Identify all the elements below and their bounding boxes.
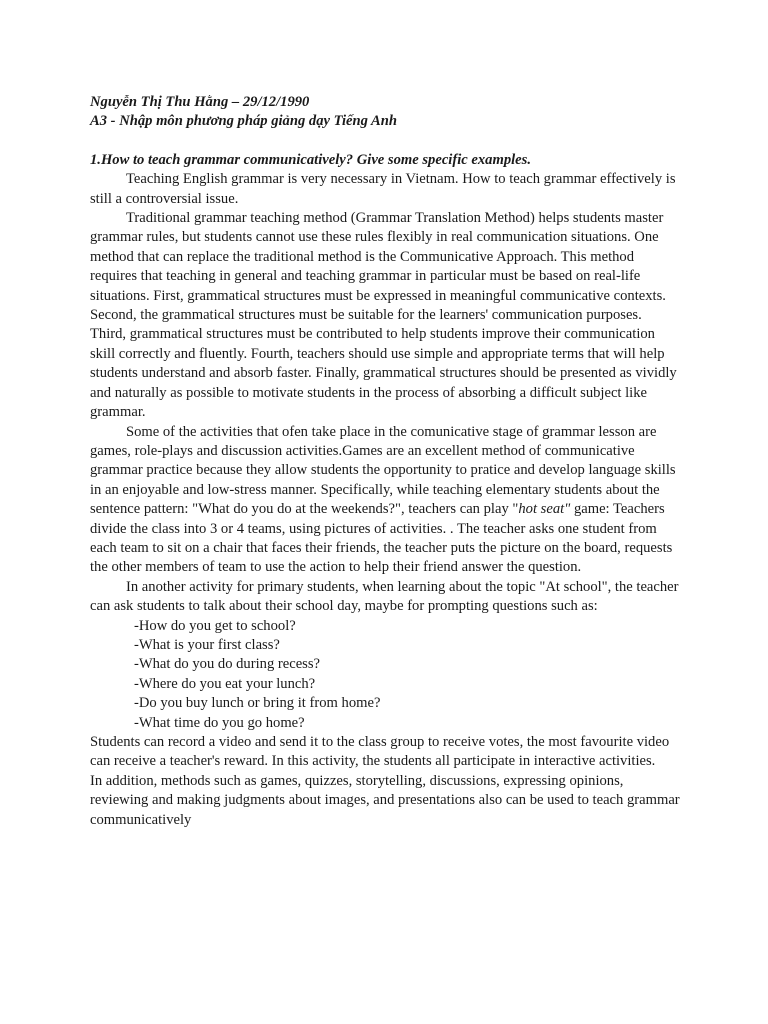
list-item: -What is your first class? — [134, 636, 280, 653]
paragraph-activities-text-2: game: Teachers divide the class into 3 or 4 teams, using pictures of activities. . The teacher asks one student from each team to sit on a chair that faces their friends, the teacher puts the picture on the board, requests the other members of team to use the action to help their friend answer the question. — [90, 501, 673, 576]
paragraph-intro: Teaching English grammar is very necessary in Vietnam. How to teach grammar effectively is still a controversial issue. — [90, 171, 676, 207]
list-item: -How do you get to school? — [134, 617, 296, 634]
author-line: Nguyễn Thị Thu Hằng – 29/12/1990 — [90, 94, 310, 110]
paragraph-conclusion: In addition, methods such as games, quizzes, storytelling, discussions, expressing opinions, reviewing and making judgments about images, and presentations also can be used to teach grammar communicatively — [90, 772, 680, 828]
paragraph-activities-text-1: Some of the activities that ofen take place in the comunicative stage of grammar lesson are games, role-plays and discussion activities.Games are an excellent method of communicative grammar practice because they allow students the opportunity to pratice and develop language skills in an enjoyable and low-stress manner. Specifically, while teaching elementary students about the sentence pattern: "What do you do at the weekends?", teachers can play " — [90, 423, 676, 518]
list-item: -Do you buy lunch or bring it from home? — [134, 695, 381, 712]
paragraph-method: Traditional grammar teaching method (Grammar Translation Method) helps students master grammar rules, but students cannot use these rules flexibly in real communication situations. One method that can replace the traditional method is the Communicative Approach. This method requires that teaching in general and teaching grammar in particular must be based on real-life situations. First, grammatical structures must be expressed in meaningful communicative contexts. Second, the grammatical structures must be suitable for the learners' communication purposes. Third, grammatical structures must be contributed to help students improve their communication skill correctly and fluently. Fourth, teachers should use simple and appropriate terms that will help students understand and absorb faster. Finally, grammatical structures should be presented as vividly and naturally as possible to motivate students in the process of absorbing a difficult subject like grammar. — [90, 210, 677, 421]
question-heading: 1.How to teach grammar communicatively? Give some specific examples. — [90, 151, 531, 168]
paragraph-activities — [90, 423, 680, 578]
hot-seat-emphasis: hot seat" — [518, 501, 571, 518]
document-header — [90, 93, 680, 132]
list-item: -What time do you go home? — [134, 714, 305, 731]
list-item: -What do you do during recess? — [134, 656, 321, 673]
document-page — [90, 93, 680, 830]
paragraph-video: Students can record a video and send it to the class group to receive votes, the most favourite video can receive a teacher's reward. In this activity, the students all participate in interactive activities. — [90, 734, 670, 770]
paragraph-primary-activity: In another activity for primary students, when learning about the topic "At school", the teacher can ask students to talk about their school day, maybe for prompting questions such as: — [90, 578, 679, 615]
prompting-questions-list — [90, 617, 680, 733]
course-line: A3 - Nhập môn phương pháp giảng dạy Tiếng Anh — [90, 113, 398, 130]
list-item: -Where do you eat your lunch? — [134, 675, 316, 692]
